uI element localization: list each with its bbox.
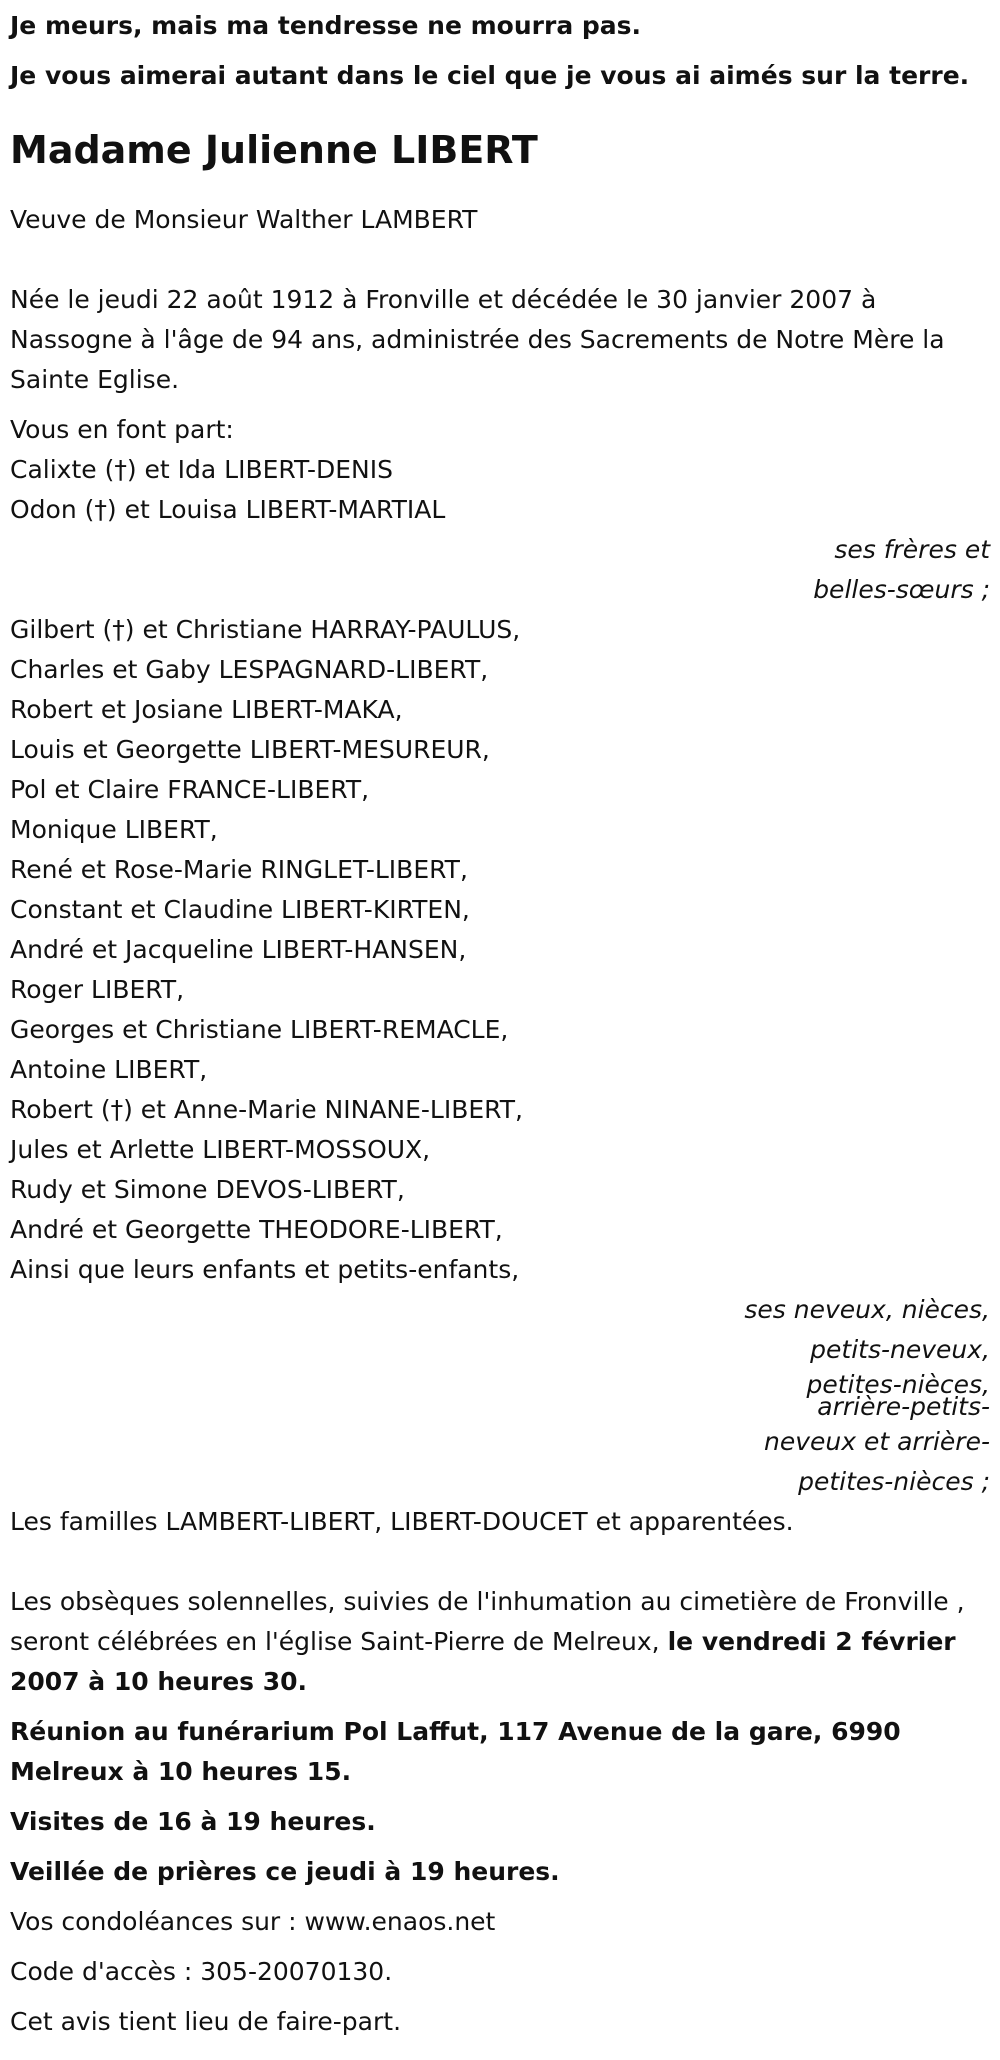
nephews-list bbox=[10, 610, 990, 1290]
role-line: neveux et arrière- bbox=[763, 1427, 990, 1456]
role-line: petites-nièces ; bbox=[798, 1467, 990, 1496]
list-item: Charles et Gaby LESPAGNARD-LIBERT, bbox=[10, 655, 489, 684]
list-item: André et Georgette THEODORE-LIBERT, bbox=[10, 1215, 503, 1244]
birth-death-paragraph: Née le jeudi 22 août 1912 à Fronville et décédée le 30 janvier 2007 à Nassogne à l'âge de 94 ans, administrée des Sacrements de Notre Mère la Sainte Eglise. bbox=[10, 285, 945, 394]
role-line: ses neveux, nièces, bbox=[744, 1295, 990, 1324]
announce-intro: Vous en font part: bbox=[10, 415, 234, 444]
obituary-document bbox=[0, 6, 1000, 2042]
widow-of: Veuve de Monsieur Walther LAMBERT bbox=[10, 205, 478, 234]
vigil-info: Veillée de prières ce jeudi à 19 heures. bbox=[10, 1857, 560, 1886]
list-item: Louis et Georgette LIBERT-MESUREUR, bbox=[10, 735, 490, 764]
funeral-text: Les obsèques solennelles, suivies de l'inhumation au cimetière de Fronville , seront célébrées en l'église Saint-Pierre de Melreux, bbox=[10, 1587, 965, 1656]
list-item: Roger LIBERT, bbox=[10, 975, 185, 1004]
list-item: Robert (†) et Anne-Marie NINANE-LIBERT, bbox=[10, 1095, 523, 1124]
list-item: Monique LIBERT, bbox=[10, 815, 218, 844]
role-line: belles-sœurs ; bbox=[813, 575, 990, 604]
list-item: Georges et Christiane LIBERT-REMACLE, bbox=[10, 1015, 509, 1044]
list-item: René et Rose-Marie RINGLET-LIBERT, bbox=[10, 855, 468, 884]
families: Les familles LAMBERT-LIBERT, LIBERT-DOUCET et apparentées. bbox=[10, 1507, 794, 1536]
list-item: Calixte (†) et Ida LIBERT-DENIS bbox=[10, 455, 393, 484]
access-code: Code d'accès : 305-20070130. bbox=[10, 1957, 393, 1986]
notice: Cet avis tient lieu de faire-part. bbox=[10, 2007, 402, 2036]
condolences-info: Vos condoléances sur : www.enaos.net bbox=[10, 1907, 496, 1936]
list-item: Jules et Arlette LIBERT-MOSSOUX, bbox=[10, 1135, 431, 1164]
list-item: Constant et Claudine LIBERT-KIRTEN, bbox=[10, 895, 470, 924]
list-item: Odon (†) et Louisa LIBERT-MARTIAL bbox=[10, 495, 446, 524]
funeral-date: le vendredi 2 février 2007 à 10 heures 30. bbox=[10, 1627, 956, 1696]
list-item: Gilbert (†) et Christiane HARRAY-PAULUS, bbox=[10, 615, 521, 644]
list-item: Pol et Claire FRANCE-LIBERT, bbox=[10, 775, 370, 804]
nephews-role bbox=[10, 1290, 990, 1502]
list-item: Antoine LIBERT, bbox=[10, 1055, 208, 1084]
role-line: petites-nièces, bbox=[806, 1370, 990, 1399]
role-line: ses frères et bbox=[834, 535, 990, 564]
role-line: arrière-petits- bbox=[817, 1392, 990, 1421]
visits-info: Visites de 16 à 19 heures. bbox=[10, 1807, 376, 1836]
role-line: petits-neveux, bbox=[810, 1335, 990, 1364]
list-item: André et Jacqueline LIBERT-HANSEN, bbox=[10, 935, 467, 964]
epigraph-line-1: Je meurs, mais ma tendresse ne mourra pas. bbox=[10, 11, 642, 40]
funeral-paragraph bbox=[10, 1582, 990, 1702]
epigraph-line-2: Je vous aimerai autant dans le ciel que je vous ai aimés sur la terre. bbox=[10, 61, 970, 90]
list-item: Ainsi que leurs enfants et petits-enfants, bbox=[10, 1255, 520, 1284]
deceased-name: Madame Julienne LIBERT bbox=[10, 128, 538, 172]
list-item: Robert et Josiane LIBERT-MAKA, bbox=[10, 695, 403, 724]
siblings-role bbox=[10, 530, 990, 610]
list-item: Rudy et Simone DEVOS-LIBERT, bbox=[10, 1175, 405, 1204]
siblings-list bbox=[10, 450, 990, 530]
reunion-info: Réunion au funérarium Pol Laffut, 117 Avenue de la gare, 6990 Melreux à 10 heures 15. bbox=[10, 1717, 901, 1786]
